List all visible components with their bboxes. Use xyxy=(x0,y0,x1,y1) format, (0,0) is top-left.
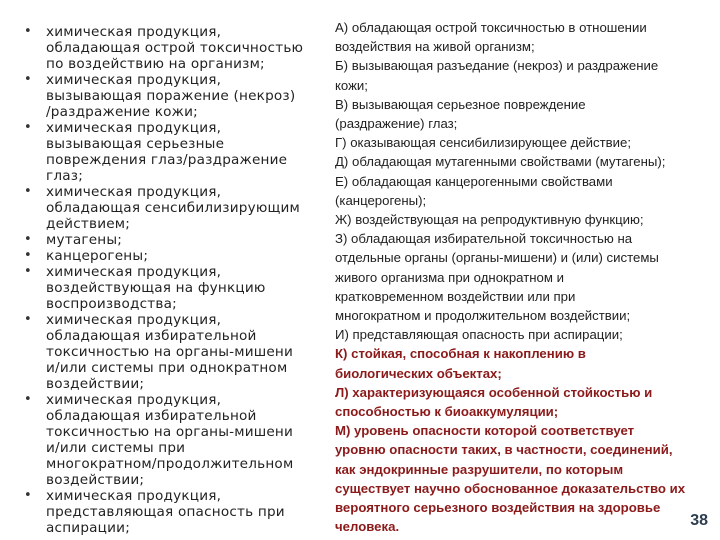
hazard-category-text: химическая продукция, обладающая избирательной токсичностью на органы-мишени и/или системы при многократном/продолжительном воздействии; xyxy=(46,392,294,488)
hazard-category-item xyxy=(24,488,324,536)
bullet-icon: • xyxy=(24,232,32,247)
hazard-category-text: мутагены; xyxy=(46,232,123,248)
hazard-category-text: химическая продукция, вызывающая серьезные повреждения глаз/раздражение глаз; xyxy=(46,120,288,184)
hazard-category-text: химическая продукция, представляющая опасность при аспирации; xyxy=(46,488,285,536)
bullet-icon: • xyxy=(24,264,32,279)
hazard-definition-highlighted: Л) характеризующаяся особенной стойкостью и способностью к биоаккумуляции; xyxy=(335,384,653,420)
page-number: 38 xyxy=(690,512,708,529)
bullet-icon: • xyxy=(24,488,32,503)
hazard-definitions-list xyxy=(335,18,710,536)
hazard-definition-highlighted: К) стойкая, способная к накоплению в биологических объектах; xyxy=(335,346,586,381)
hazard-category-item xyxy=(24,248,324,264)
hazard-definition: В) вызывающая серьезное повреждение (раздражение) глаз; xyxy=(335,96,586,132)
hazard-definition: З) обладающая избирательной токсичностью на отдельные органы (органы-мишени) и (или) системы живого организма при однократном и кратковременном воздействии или при многократном и продолжительном воздействии; xyxy=(335,231,659,324)
hazard-definition: Ж) воздействующая на репродуктивную функцию; xyxy=(335,212,644,228)
hazard-category-item xyxy=(24,264,324,312)
hazard-definition-highlighted: М) уровень опасности которой соответствует уровню опасности таких, в частности, соединений, как эндокринные разрушители, по которым существует научно обоснованное доказательство их вероятного серьезного воздействия на здоровье человека. xyxy=(335,423,686,535)
hazard-definition: Г) оказывающая сенсибилизирующее действие; xyxy=(335,135,632,151)
hazard-definition: Д) обладающая мутагенными свойствами (мутагены); xyxy=(335,154,666,170)
bullet-icon: • xyxy=(24,24,32,39)
hazard-category-item xyxy=(24,232,324,248)
hazard-category-item xyxy=(24,120,324,184)
hazard-category-item xyxy=(24,312,324,392)
hazard-category-text: химическая продукция, обладающая острой токсичностью по воздействию на организм; xyxy=(46,24,304,72)
hazard-category-item xyxy=(24,392,324,488)
hazard-definition: И) представляющая опасность при аспирации; xyxy=(335,327,623,343)
bullet-icon: • xyxy=(24,248,32,263)
bullet-icon: • xyxy=(24,120,32,135)
hazard-category-item xyxy=(24,184,324,232)
hazard-category-item xyxy=(24,72,324,120)
hazard-category-text: химическая продукция, обладающая избирательной токсичностью на органы-мишени и/или системы при однократном воздействии; xyxy=(46,312,294,392)
hazard-definition: Е) обладающая канцерогенными свойствами (канцерогены); xyxy=(335,173,613,208)
hazard-category-text: химическая продукция, обладающая сенсибилизирующим действием; xyxy=(46,184,300,232)
bullet-icon: • xyxy=(24,72,32,87)
hazard-category-text: химическая продукция, воздействующая на функцию воспроизводства; xyxy=(46,264,266,312)
hazard-category-text: канцерогены; xyxy=(46,248,149,264)
hazard-definition: Б) вызывающая разъедание (некроз) и раздражение кожи; xyxy=(335,58,659,93)
bullet-icon: • xyxy=(24,184,32,199)
hazard-category-text: химическая продукция, вызывающая поражение (некроз) /раздражение кожи; xyxy=(46,72,296,120)
bullet-icon: • xyxy=(24,312,32,327)
hazard-categories-list xyxy=(24,24,324,536)
hazard-definition: А) обладающая острой токсичностью в отношении воздействия на живой организм; xyxy=(335,20,647,55)
bullet-icon: • xyxy=(24,392,32,407)
hazard-category-item xyxy=(24,24,324,72)
